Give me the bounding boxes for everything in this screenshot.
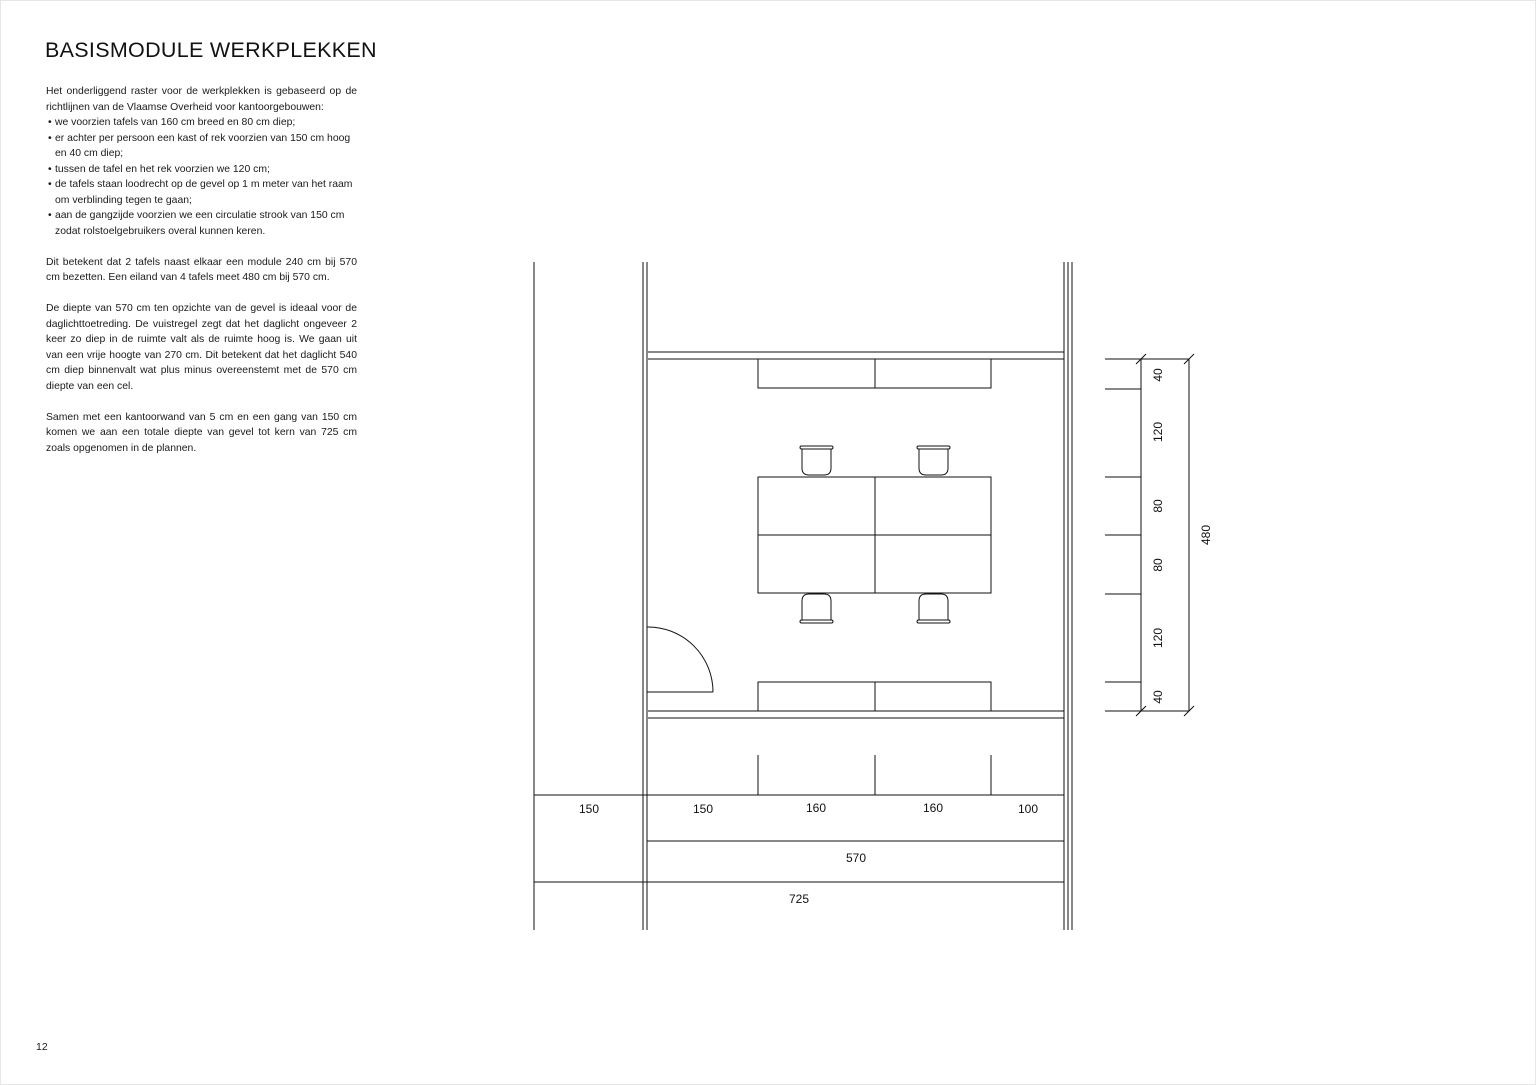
dimension-lines-bottom [534,755,1064,882]
chair [800,594,833,623]
intro-paragraph: Het onderliggend raster voor de werkplekken is gebaseerd op de richtlijnen van de Vlaamse Overheid voor kantoorgebouwen: [46,86,357,113]
dimension-label: 120 [1151,627,1165,649]
list-item: • de tafels staan loodrecht op de gevel op 1 m meter van het raam om verblinding tegen te gaan; [46,177,357,208]
dimension-label: 80 [1151,558,1165,572]
chair [917,446,950,475]
dimension-label-570: 570 [845,851,867,865]
office-partition-wall [643,262,647,930]
dimension-label: 150 [578,802,600,816]
dimension-label: 160 [922,801,944,815]
list-item: • we voorzien tafels van 160 cm breed en 80 cm diep; [46,115,357,131]
chair [917,594,950,623]
dimension-label: 120 [1151,421,1165,443]
dimension-label-480: 480 [1199,524,1213,546]
depth-paragraph: Samen met een kantoorwand van 5 cm en een gang van 150 cm komen we aan een totale diepte van gevel tot kern van 725 cm zoals opgenomen in de plannen. [46,411,357,454]
dimension-label: 100 [1017,802,1039,816]
cabinet-row-top [758,359,991,388]
daylight-paragraph: De diepte van 570 cm ten opzichte van de gevel is ideaal voor de daglichttoetreding. De vuistregel zegt dat het daglicht ongeveer 2 keer zo diep in de ruimte valt als de ruimte hoog is. We gaan uit van een vrije hoogte van 270 cm. Dit betekent dat het daglicht 540 cm diep binnenvalt wat plus minus overeenstemt met de 570 cm diepte van een cel. [46,303,357,392]
dimension-label: 150 [692,802,714,816]
module-boundary-bottom [648,711,1064,718]
chair [800,446,833,475]
page-number: 12 [36,1041,48,1053]
page-title: BASISMODULE WERKPLEKKEN [45,38,377,62]
list-item: • er achter per persoon een kast of rek voorzien van 150 cm hoog en 40 cm diep; [46,131,357,162]
module-paragraph: Dit betekent dat 2 tafels naast elkaar een module 240 cm bij 570 cm bezetten. Een eiland van 4 tafels meet 480 cm bij 570 cm. [46,256,357,283]
desk-island [758,477,991,593]
dimension-label: 40 [1151,690,1165,704]
list-item: • tussen de tafel en het rek voorzien we 120 cm; [46,162,357,178]
cabinet-row-bottom [758,682,991,711]
dimension-label: 160 [805,801,827,815]
dimension-label: 80 [1151,499,1165,513]
facade-wall [1064,262,1072,930]
door-swing [647,627,713,692]
list-item: • aan de gangzijde voorzien we een circulatie strook van 150 cm zodat rolstoelgebruikers overal kunnen keren. [46,208,357,239]
module-boundary-top [648,352,1064,359]
dimension-label-725: 725 [788,892,810,906]
dimension-label: 40 [1151,368,1165,382]
dimension-lines-vertical [1105,354,1194,716]
